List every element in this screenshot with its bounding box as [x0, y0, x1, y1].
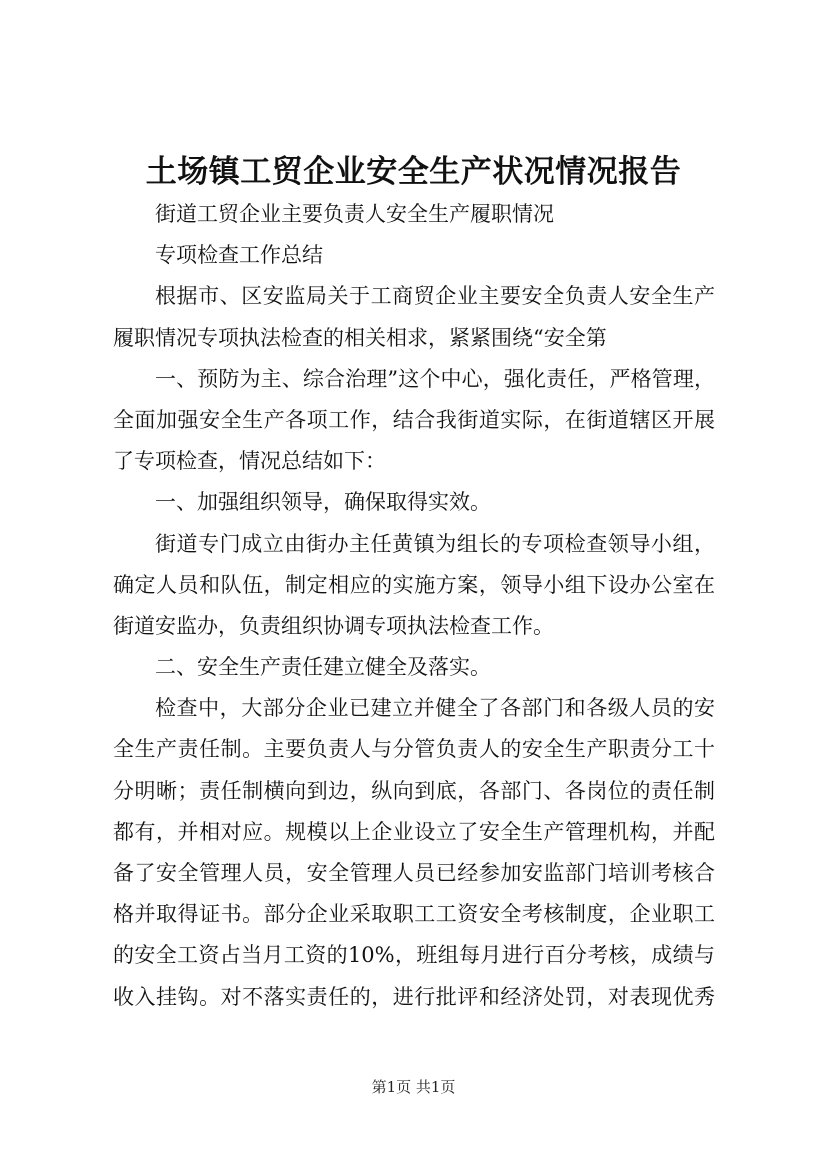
- paragraph-line: 都有，并相对应。规模以上企业设立了安全生产管理机构，并配: [113, 819, 715, 844]
- paragraph-line: 检查中，大部分企业已建立并健全了各部门和各级人员的安: [155, 696, 715, 721]
- paragraph-line: 一、预防为主、综合治理”这个中心，强化责任，严格管理，: [155, 366, 715, 391]
- paragraph-line: 的安全工资占当月工资的10%，班组每月进行百分考核，成绩与: [113, 943, 715, 968]
- paragraph-line: 格并取得证书。部分企业采取职工工资安全考核制度，企业职工: [113, 902, 715, 927]
- paragraph-line: 了专项检查，情况总结如下：: [113, 449, 386, 474]
- paragraph-line: 分明晰；责任制横向到边，纵向到底，各部门、各岗位的责任制: [113, 778, 715, 803]
- section-heading-2: 二、安全生产责任建立健全及落实。: [155, 655, 491, 680]
- paragraph-line: 收入挂钩。对不落实责任的，进行批评和经济处罚，对表现优秀: [113, 984, 715, 1009]
- subtitle-line-1: 街道工贸企业主要负责人安全生产履职情况: [155, 202, 554, 226]
- section-heading-1: 一、加强组织领导，确保取得实效。: [155, 490, 491, 515]
- paragraph-line: 备了安全管理人员，安全管理人员已经参加安监部门培训考核合: [113, 861, 715, 885]
- paragraph-line: 根据市、区安监局关于工商贸企业主要安全负责人安全生产: [155, 284, 715, 309]
- paragraph-line: 全面加强安全生产各项工作，结合我街道实际，在街道辖区开展: [113, 407, 715, 432]
- page-footer: 第1页 共1页: [371, 1078, 456, 1096]
- document-title: 土场镇工贸企业安全生产状况情况报告: [145, 154, 682, 190]
- paragraph-line: 履职情况专项执法检查的相关相求，紧紧围绕“安全第: [113, 325, 607, 350]
- paragraph-line: 全生产责任制。主要负责人与分管负责人的安全生产职责分工十: [113, 737, 715, 762]
- paragraph-line: 确定人员和队伍，制定相应的实施方案，领导小组下设办公室在: [113, 572, 715, 597]
- paragraph-line: 街道专门成立由街办主任黄镇为组长的专项检查领导小组，: [155, 531, 715, 556]
- subtitle-line-2: 专项检查工作总结: [155, 243, 323, 268]
- document-body: [113, 194, 715, 1018]
- paragraph-line: 街道安监办，负责组织协调专项执法检查工作。: [113, 613, 554, 638]
